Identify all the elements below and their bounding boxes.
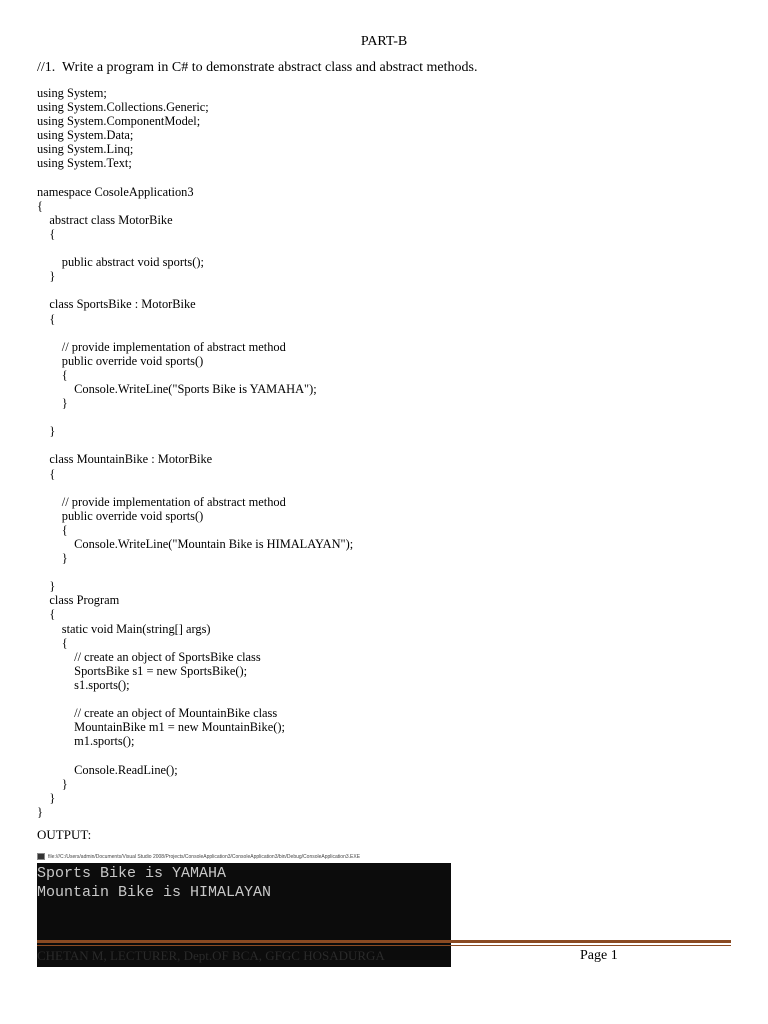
- code-line: Console.ReadLine();: [37, 762, 178, 777]
- code-line: }: [37, 269, 56, 284]
- code-line: public override void sports(): [37, 508, 204, 523]
- console-title-bar: [37, 852, 451, 863]
- question-text: //1. Write a program in C# to demonstrate abstract class and abstract methods.: [37, 60, 478, 75]
- code-line: }: [37, 579, 56, 594]
- code-line: s1.sports();: [37, 677, 130, 692]
- code-line: [37, 241, 353, 255]
- console-output-line: Sports Bike is YAMAHA: [37, 865, 227, 882]
- console-output-line: Mountain Bike is HIMALAYAN: [37, 884, 272, 901]
- page-number: Page 1: [580, 948, 618, 963]
- code-line: using System.Collections.Generic;: [37, 100, 209, 115]
- code-line: MountainBike m1 = new MountainBike();: [37, 720, 285, 735]
- code-line: [37, 748, 353, 762]
- code-line: [37, 565, 353, 579]
- footer-divider-thick: [37, 940, 731, 943]
- code-line: // create an object of SportsBike class: [37, 649, 261, 664]
- code-line: [37, 481, 353, 495]
- code-line: {: [37, 635, 68, 650]
- code-line: [37, 171, 353, 185]
- code-line: using System;: [37, 86, 107, 100]
- code-line: using System.Text;: [37, 156, 132, 171]
- code-line: m1.sports();: [37, 734, 135, 749]
- code-line: using System.ComponentModel;: [37, 114, 201, 129]
- code-line: [37, 692, 353, 706]
- code-line: public override void sports(): [37, 353, 204, 368]
- code-line: {: [37, 198, 43, 213]
- code-line: }: [37, 790, 56, 805]
- code-line: {: [37, 367, 68, 382]
- code-line: }: [37, 424, 56, 439]
- code-line: [37, 410, 353, 424]
- code-line: {: [37, 311, 56, 326]
- code-line: Console.WriteLine("Mountain Bike is HIMALAYAN");: [37, 537, 354, 551]
- footer-author: CHETAN M, LECTURER, Dept.OF BCA, GFGC HOSADURGA: [37, 948, 385, 963]
- output-label: OUTPUT:: [37, 827, 92, 842]
- code-line: SportsBike s1 = new SportsBike();: [37, 663, 248, 678]
- code-line: }: [37, 776, 68, 791]
- console-window-icon: [37, 853, 45, 860]
- code-line: Console.WriteLine("Sports Bike is YAMAHA");: [37, 381, 317, 396]
- code-line: {: [37, 607, 56, 622]
- code-line: namespace CosoleApplication3: [37, 184, 194, 199]
- code-line: // create an object of MountainBike class: [37, 706, 278, 721]
- code-line: public abstract void sports();: [37, 255, 204, 270]
- code-line: // provide implementation of abstract method: [37, 494, 286, 509]
- code-line: {: [37, 522, 68, 537]
- code-line: using System.Data;: [37, 128, 134, 143]
- code-line: class SportsBike : MotorBike: [37, 297, 196, 312]
- code-line: }: [37, 551, 68, 566]
- console-window-title: file:///C:/Users/admin/Documents/Visual Studio 2008/Projects/ConsoleApplication3/ConsoleApplication3/bin/Debug/ConsoleApplication3.EXE: [48, 854, 361, 860]
- page-title: PART-B: [360, 34, 408, 49]
- code-line: class MountainBike : MotorBike: [37, 452, 213, 467]
- code-line: }: [37, 396, 68, 411]
- code-line: static void Main(string[] args): [37, 621, 211, 636]
- code-line: }: [37, 804, 43, 819]
- code-line: [37, 283, 353, 297]
- footer-divider-thin: [37, 945, 731, 946]
- code-line: [37, 438, 353, 452]
- code-line: {: [37, 466, 56, 481]
- code-line: [37, 326, 353, 340]
- code-line: using System.Linq;: [37, 142, 134, 157]
- code-line: // provide implementation of abstract method: [37, 339, 286, 354]
- code-line: abstract class MotorBike: [37, 212, 173, 227]
- code-line: class Program: [37, 593, 120, 608]
- code-block: [37, 86, 353, 819]
- code-line: {: [37, 226, 56, 241]
